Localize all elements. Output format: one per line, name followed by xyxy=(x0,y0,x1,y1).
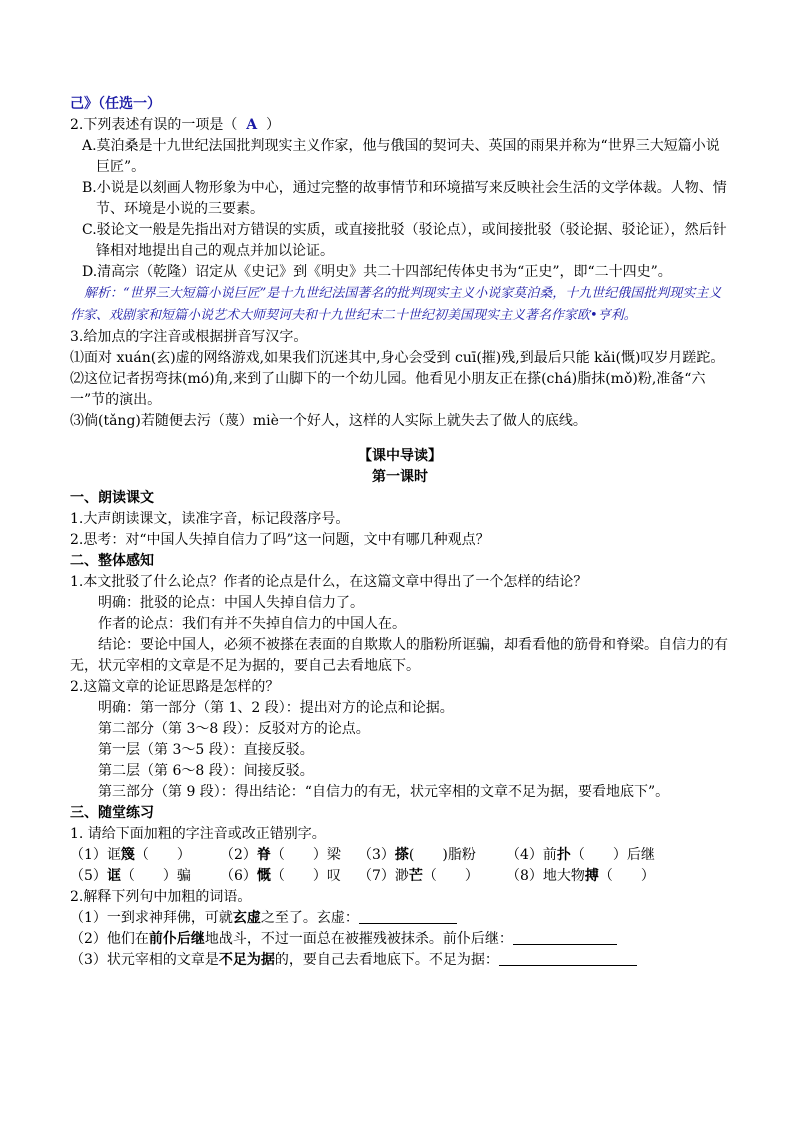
practice-item: （6）慨（ ）叹 xyxy=(220,868,341,884)
practice-item: （5）诓（ ）骗 xyxy=(70,868,191,884)
practice-item: （1）诓篾（ ） xyxy=(70,847,191,863)
overview-q1-a: 明确：批驳的论点：中国人失掉自信力了。 xyxy=(98,595,364,611)
heading-reading: 一、朗读课文 xyxy=(70,490,154,506)
overview-q1: 1.本文批驳了什么论点？作者的论点是什么，在这篇文章中得出了一个怎样的结论？ xyxy=(70,574,588,590)
section-subtitle: 第一课时 xyxy=(372,469,428,485)
overview-q2-b: 第二部分（第 3～8 段）：反驳对方的论点。 xyxy=(98,721,370,737)
practice-grid xyxy=(70,845,730,887)
document-page xyxy=(70,94,730,971)
overview-q1-c: 结论：要论中国人，必须不被搽在表面的自欺欺人的脂粉所诓骗，却看看他的筋骨和脊梁。自信力的有无，状元宰相的文章是不足为据的，要自己去看地底下。 xyxy=(70,637,728,674)
answer-blank[interactable] xyxy=(499,951,637,966)
heading-overview: 二、整体感知 xyxy=(70,553,154,569)
option-d: D.清高宗（乾隆）诏定从《史记》到《明史》共二十四部纪传体史书为“正史”，即“二十四史”。 xyxy=(82,264,672,280)
analysis-text: 解析：“世界三大短篇小说巨匠”是十九世纪法国著名的批判现实主义小说家莫泊桑，十九世纪俄国批判现实主义作家、戏剧家和短篇小说艺术大师契诃夫和十九世纪末二十世纪初美国现实主义著名作家欧•亨利。 xyxy=(70,286,722,323)
question-2-stem: 2.下列表述有误的一项是（ A ） xyxy=(70,117,281,133)
section-title: 【课中导读】 xyxy=(358,448,442,464)
question-3-item-3: ⑶倘(tǎng)若随便去污（蔑）miè一个好人，这样的人实际上就失去了做人的底线。 xyxy=(70,413,587,429)
practice-item: （7）渺芒（ ） xyxy=(358,868,479,884)
answer-blank[interactable] xyxy=(513,930,617,945)
explain-item-3: （3）状元宰相的文章是不足为据的，要自己去看地底下。不足为据： xyxy=(70,950,730,971)
overview-q2-d: 第二层（第 6～8 段）：间接反驳。 xyxy=(98,763,314,779)
reading-item-2: 2.思考：对“中国人失掉自信力了吗”这一问题，文中有哪几种观点？ xyxy=(70,532,490,548)
continued-line: 己》（任选一） xyxy=(70,96,161,112)
question-3-item-2: ⑵这位记者拐弯抹(mó)角,来到了山脚下的一个幼儿园。他看见小朋友正在搽(chá)脂抹(mǒ)粉,准备“六一”节的演出。 xyxy=(70,371,706,408)
practice-item: （4）前扑（ ）后继 xyxy=(506,847,655,863)
option-c: C.驳论文一般是先指出对方错误的实质，或直接批驳（驳论点），或间接批驳（驳论据、驳论证），然后针锋相对地提出自己的观点并加以论证。 xyxy=(82,222,727,259)
overview-q2-c: 第一层（第 3～5 段）：直接反驳。 xyxy=(98,742,314,758)
question-3-stem: 3.给加点的字注音或根据拼音写汉字。 xyxy=(70,329,308,345)
question-2-answer: A xyxy=(246,117,258,133)
practice-item: （3）搽( )脂粉 xyxy=(358,847,476,863)
option-b: B.小说是以刻画人物形象为中心，通过完整的故事情节和环境描写来反映社会生活的文学体裁。人物、情节、环境是小说的三要素。 xyxy=(82,180,727,217)
practice-item: （2）脊（ ）梁 xyxy=(220,847,341,863)
explain-item-2: （2）他们在前仆后继地战斗，不过一面总在被摧残被抹杀。前仆后继： xyxy=(70,929,730,950)
overview-q2: 2.这篇文章的论证思路是怎样的？ xyxy=(70,679,280,695)
overview-q2-e: 第三部分（第 9 段）：得出结论：“自信力的有无，状元宰相的文章不足为据，要看地底下”。 xyxy=(98,784,670,800)
overview-q1-b: 作者的论点：我们有并不失掉自信力的中国人在。 xyxy=(98,616,406,632)
practice-q2: 2.解释下列句中加粗的词语。 xyxy=(70,889,252,905)
practice-q1: 1. 请给下面加粗的字注音或改正错别字。 xyxy=(70,826,326,842)
heading-practice: 三、随堂练习 xyxy=(70,805,154,821)
reading-item-1: 1.大声朗读课文，读准字音，标记段落序号。 xyxy=(70,511,350,527)
option-a: A.莫泊桑是十九世纪法国批判现实主义作家，他与俄国的契诃夫、英国的雨果并称为“世界三大短篇小说巨匠”。 xyxy=(82,138,720,175)
explain-item-1: （1）一到求神拜佛，可就玄虚之至了。玄虚： xyxy=(70,908,730,929)
answer-blank[interactable] xyxy=(359,909,457,924)
question-3-item-1: ⑴面对 xuán(玄)虚的网络游戏,如果我们沉迷其中,身心会受到 cuī(摧)残,到最后只能 kǎi(慨)叹岁月蹉跎。 xyxy=(70,350,725,366)
overview-q2-a: 明确：第一部分（第 1、2 段）：提出对方的论点和论据。 xyxy=(98,700,454,716)
practice-item: （8）地大物搏（ ） xyxy=(506,868,655,884)
